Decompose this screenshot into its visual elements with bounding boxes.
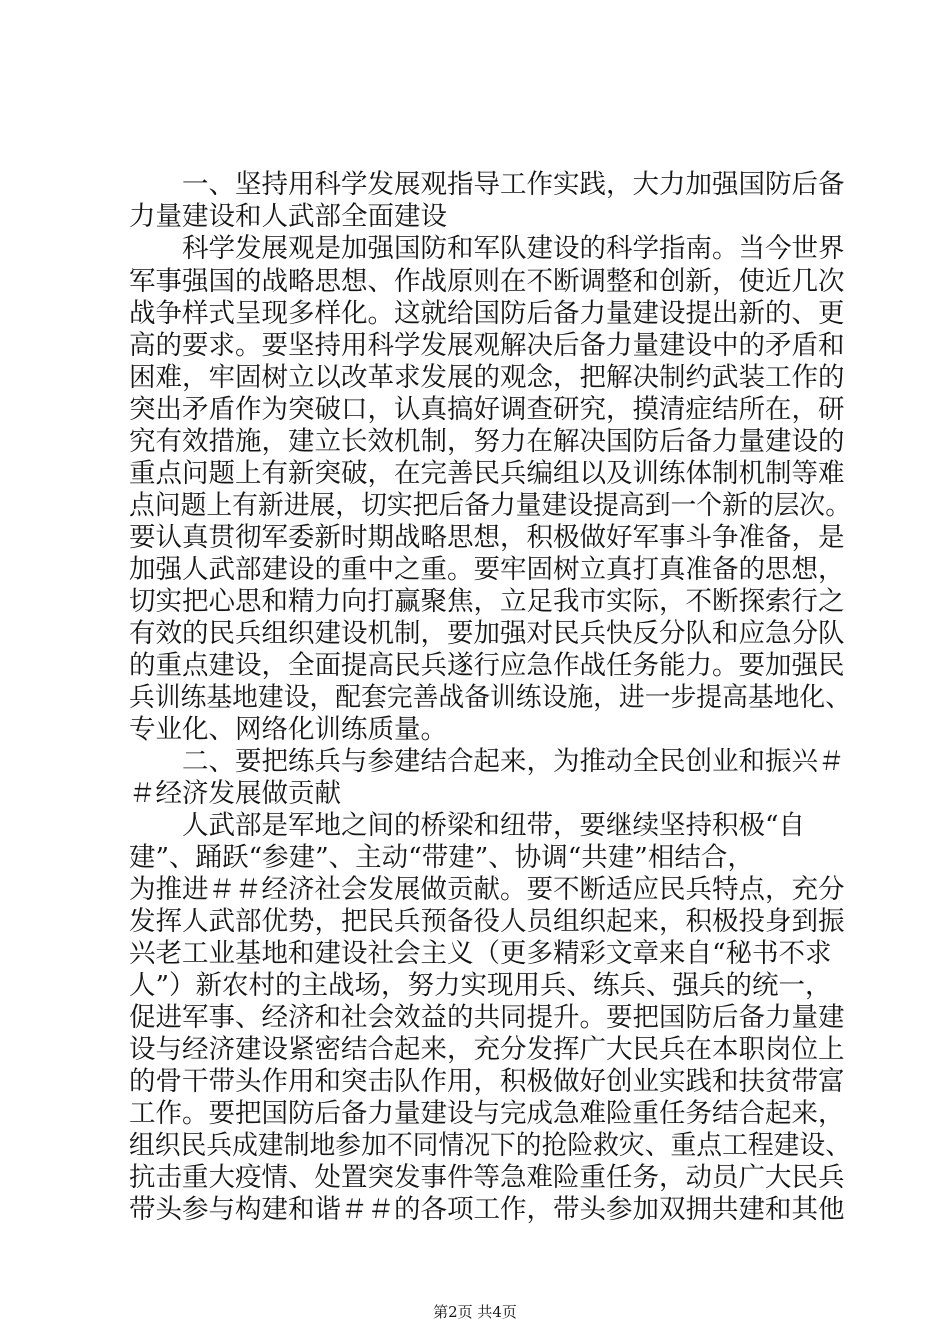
text-line: 人武部是军地之间的桥梁和纽带，要继续坚持积极“自 — [129, 810, 806, 841]
text-line: 为推进＃＃经济社会发展做贡献。要不断适应民兵特点，充分 — [129, 874, 845, 905]
text-line: 组织民兵成建制地参加不同情况下的抢险救灾、重点工程建设、 — [129, 1130, 851, 1161]
text-line: 工作。要把国防后备力量建设与完成急难险重任务结合起来， — [129, 1098, 845, 1129]
text-line: 的重点建设，全面提高民兵遂行应急作战任务能力。要加强民 — [129, 650, 845, 681]
text-line: 力量建设和人武部全面建设 — [129, 201, 447, 232]
text-line: 兵训练基地建设，配套完善战备训练设施，进一步提高基地化、 — [129, 682, 851, 713]
text-line: 科学发展观是加强国防和军队建设的科学指南。当今世界 — [129, 233, 845, 264]
text-line: 重点问题上有新突破，在完善民兵编组以及训练体制机制等难 — [129, 458, 845, 489]
text-line: 加强人武部建设的重中之重。要牢固树立真打真准备的思想， — [129, 554, 845, 585]
text-line: 二、要把练兵与参建结合起来，为推动全民创业和振兴＃ — [129, 746, 845, 777]
text-line: 抗击重大疫情、处置突发事件等急难险重任务，动员广大民兵 — [129, 1162, 845, 1193]
text-line: 带头参与构建和谐＃＃的各项工作，带头参加双拥共建和其他 — [129, 1194, 845, 1225]
text-line: 兴老工业基地和建设社会主义（更多精彩文章来自“秘书不求 — [129, 938, 832, 969]
text-line: 突出矛盾作为突破口，认真搞好调查研究，摸清症结所在，研 — [129, 394, 845, 425]
text-line: 的骨干带头作用和突击队作用，积极做好创业实践和扶贫带富 — [129, 1066, 845, 1097]
text-line: 人”）新农村的主战场，努力实现用兵、练兵、强兵的统一， — [129, 970, 832, 1001]
text-line: 战争样式呈现多样化。这就给国防后备力量建设提出新的、更 — [129, 298, 845, 329]
text-line: 切实把心思和精力向打赢聚焦，立足我市实际，不断探索行之 — [129, 586, 845, 617]
text-line: 困难，牢固树立以改革求发展的观念，把解决制约武装工作的 — [129, 362, 845, 393]
text-line: 促进军事、经济和社会效益的共同提升。要把国防后备力量建 — [129, 1002, 845, 1033]
text-line: 专业化、网络化训练质量。 — [129, 714, 447, 745]
text-line: 一、坚持用科学发展观指导工作实践，大力加强国防后备 — [129, 169, 845, 200]
text-line: 究有效措施，建立长效机制，努力在解决国防后备力量建设的 — [129, 426, 845, 457]
text-line: 点问题上有新进展，切实把后备力量建设提高到一个新的层次。 — [129, 490, 851, 521]
page-number-footer: 第2页 共4页 — [433, 1303, 517, 1321]
text-line: 建”、踊跃“参建”、主动“带建”、协调“共建”相结合， — [129, 842, 754, 873]
text-line: ＃经济发展做贡献 — [129, 778, 341, 809]
text-line: 设与经济建设紧密结合起来，充分发挥广大民兵在本职岗位上 — [129, 1034, 845, 1065]
text-line: 军事强国的战略思想、作战原则在不断调整和创新，使近几次 — [129, 266, 845, 297]
text-line: 要认真贯彻军委新时期战略思想，积极做好军事斗争准备，是 — [129, 522, 845, 553]
text-line: 高的要求。要坚持用科学发展观解决后备力量建设中的矛盾和 — [129, 330, 845, 361]
text-line: 有效的民兵组织建设机制，要加强对民兵快反分队和应急分队 — [129, 618, 845, 649]
text-line: 发挥人武部优势，把民兵预备役人员组织起来，积极投身到振 — [129, 906, 845, 937]
